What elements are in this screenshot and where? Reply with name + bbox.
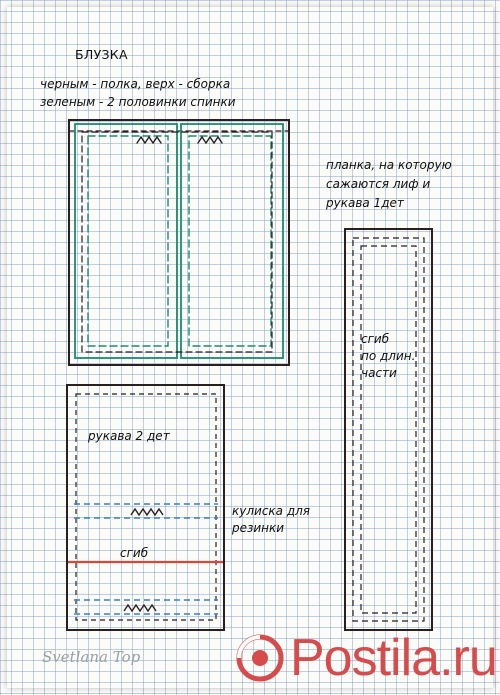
back-half-left bbox=[75, 124, 177, 358]
strip-seam-outer bbox=[353, 238, 424, 621]
back-half-right bbox=[181, 124, 283, 358]
strip-note-line-3: рукава 1дет bbox=[326, 196, 404, 210]
casing-zigzag-top bbox=[131, 509, 163, 515]
strip-outline bbox=[345, 229, 432, 630]
casing-note-line-2: резинки bbox=[232, 521, 285, 535]
strip-seam-inner bbox=[361, 246, 416, 613]
casing-zigzag-bottom bbox=[124, 605, 156, 611]
bodice-outline bbox=[69, 120, 289, 365]
sleeve-fold-label: сгиб bbox=[120, 546, 149, 560]
casing-note-line-1: кулиска для bbox=[232, 504, 311, 518]
back-right-seam bbox=[189, 136, 271, 346]
yoke-strip bbox=[345, 229, 432, 630]
gather-zigzag-right bbox=[198, 137, 222, 143]
sleeve-piece bbox=[67, 385, 224, 630]
diagram-title: БЛУЗКА bbox=[75, 47, 128, 62]
sleeve-label: рукава 2 дет bbox=[88, 429, 170, 443]
bodice-piece bbox=[69, 120, 289, 365]
postila-logo-icon bbox=[236, 634, 284, 682]
fold-note-line-3: части bbox=[361, 366, 397, 380]
fold-note-line-2: по длин. bbox=[361, 349, 416, 363]
sleeve-seam bbox=[76, 394, 216, 620]
strip-note-line-2: сажаются лиф и bbox=[326, 177, 431, 191]
legend-green: зеленым - 2 половинки спинки bbox=[40, 95, 236, 109]
fold-note-line-1: сгиб bbox=[361, 332, 390, 346]
brand-watermark: Postila.ru bbox=[290, 629, 497, 687]
signature: Svetlana Top bbox=[42, 648, 141, 666]
gather-zigzag-left bbox=[137, 137, 161, 143]
sleeve-outline bbox=[67, 385, 224, 630]
back-left-seam bbox=[88, 136, 168, 346]
legend-black: черным - полка, верх - сборка bbox=[40, 77, 231, 91]
strip-note-line-1: планка, на которую bbox=[326, 158, 452, 172]
